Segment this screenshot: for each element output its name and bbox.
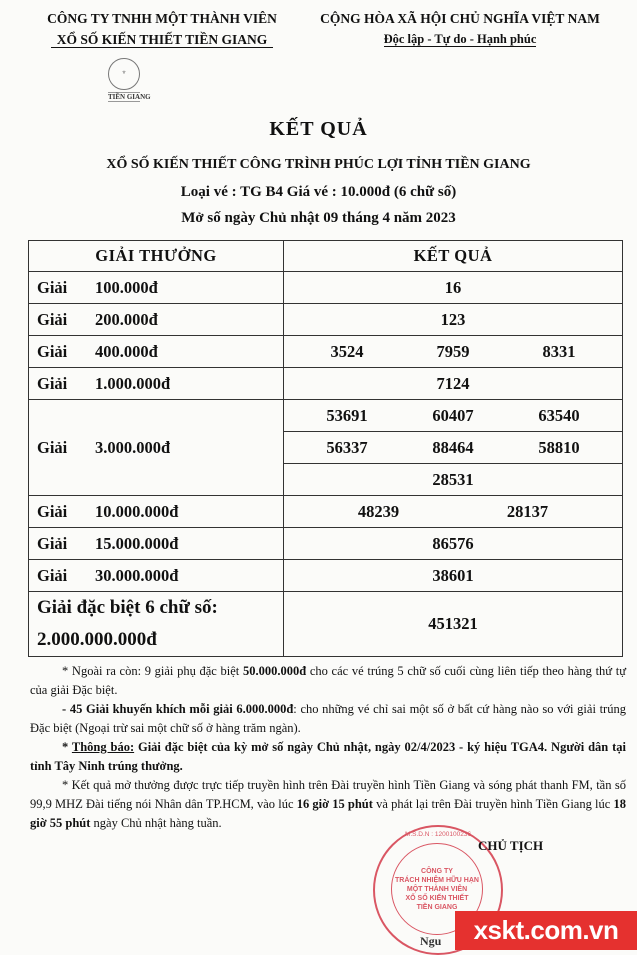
- result-number: 16: [444, 277, 462, 297]
- result-number: 86576: [432, 533, 474, 553]
- special-prize-amount: 2.000.000.000đ: [37, 629, 157, 650]
- prize-amount: 15.000.000đ: [95, 533, 179, 553]
- result-number: 28137: [506, 501, 549, 521]
- subtitle-date: Mở số ngày Chủ nhật 09 tháng 4 năm 2023: [181, 210, 456, 226]
- table-row: [29, 528, 623, 560]
- subtitle-ticket: Loại vé : TG B4 Giá vé : 10.000đ (6 chữ số): [180, 184, 457, 200]
- stamp-ms: M.S.D.N : 1200100236: [404, 831, 472, 838]
- table-row: [29, 560, 623, 592]
- prize-label: Giải: [37, 501, 68, 521]
- result-number: 7959: [436, 341, 470, 361]
- table-row: [29, 368, 623, 400]
- result-number: 7124: [436, 373, 470, 393]
- result-number: 28531: [432, 469, 474, 489]
- motto: Độc lập - Tự do - Hạnh phúc: [383, 32, 537, 46]
- result-number: 56337: [326, 437, 368, 457]
- chairman-title: CHỦ TỊCH: [478, 838, 544, 853]
- result-number: 53691: [326, 405, 368, 425]
- prize-label: Giải: [37, 565, 68, 585]
- prize-amount: 3.000.000đ: [95, 437, 171, 457]
- special-prize-label: Giải đặc biệt 6 chữ số:: [37, 597, 218, 618]
- prize-amount: 200.000đ: [95, 309, 158, 329]
- company-header: [12, 8, 312, 50]
- prize-amount: 400.000đ: [95, 341, 158, 361]
- prize-label: Giải: [37, 533, 68, 553]
- stamp-line2: TRÁCH NHIỆM HỮU HẠN: [395, 876, 479, 884]
- prize-amount: 1.000.000đ: [95, 373, 171, 393]
- company-logo: [108, 58, 151, 114]
- nation-header: [290, 8, 630, 50]
- note-bonus: * Ngoài ra còn: 9 giải phụ đặc biệt 50.000.000đ cho các vé trúng 5 chữ số cuối cùng liên tiếp theo hàng thứ tự của giải Đặc biệt.: [30, 664, 626, 697]
- table-header-row: [29, 241, 623, 272]
- prize-label: Giải: [37, 437, 68, 457]
- result-number: 63540: [538, 405, 580, 425]
- result-number: 60407: [432, 405, 474, 425]
- stamp-line1: CÔNG TY: [421, 867, 453, 875]
- prize-amount: 30.000.000đ: [95, 565, 179, 585]
- table-row: [29, 400, 623, 496]
- logo-name: TIỀN GIANG: [108, 93, 151, 101]
- note-announcement: * Thông báo: Giải đặc biệt của kỳ mở số ngày Chủ nhật, ngày 02/4/2023 - ký hiệu TGA4. Người dân tại tỉnh Tây Ninh trúng thưởng.: [30, 740, 626, 773]
- company-line2: XỔ SỐ KIẾN THIẾT TIỀN GIANG: [51, 32, 273, 48]
- prize-amount: 100.000đ: [95, 277, 158, 297]
- stamp-line5: TIỀN GIANG: [416, 903, 458, 911]
- result-number: 8331: [542, 341, 576, 361]
- special-number: 451321: [428, 614, 478, 633]
- logo-emblem-icon: ⚜: [108, 58, 140, 90]
- table-row: [29, 272, 623, 304]
- result-number: 123: [440, 309, 466, 329]
- stamp-line3: MỘT THÀNH VIÊN: [406, 885, 468, 893]
- note-broadcast: * Kết quả mở thưởng được trực tiếp truyền hình trên Đài truyền hình Tiền Giang và sóng phát thanh FM, tần số 99,9 MHZ Đài tiếng nói Nhân dân TP.HCM, vào lúc 16 giờ 15 phút và phát lại trên Đài truyền hình Tiền Giang lúc 18 giờ 55 phút ngày Chủ nhật hàng tuần.: [30, 778, 626, 830]
- nation-line1: CỘNG HÒA XÃ HỘI CHỦ NGHĨA VIỆT NAM: [320, 11, 600, 26]
- result-number: 58810: [538, 437, 580, 457]
- table-row: [29, 304, 623, 336]
- prize-label: Giải: [37, 309, 68, 329]
- special-prize-row: [29, 592, 623, 657]
- header-result: KẾT QUẢ: [284, 241, 623, 272]
- result-number: 48239: [357, 501, 400, 521]
- table-row: [29, 496, 623, 528]
- result-number: 88464: [432, 437, 474, 457]
- company-line1: CÔNG TY TNHH MỘT THÀNH VIÊN: [47, 11, 277, 26]
- prize-amount: 10.000.000đ: [95, 501, 179, 521]
- result-number: 38601: [432, 565, 474, 585]
- result-number: 3524: [330, 341, 364, 361]
- signer-name: Ngu: [420, 934, 442, 948]
- table-row: [29, 336, 623, 368]
- prize-label: Giải: [37, 341, 68, 361]
- results-table: [28, 240, 623, 657]
- stamp-line4: XỔ SỐ KIẾN THIẾT: [405, 894, 469, 902]
- subtitle-lottery: XỔ SỐ KIẾN THIẾT CÔNG TRÌNH PHÚC LỢI TỈNH TIỀN GIANG: [106, 157, 531, 172]
- note-consolation: - 45 Giải khuyến khích mỗi giải 6.000.000đ: cho những vé chỉ sai một số ở bất cứ hàng nào so với giải trúng Đặc biệt (Ngoại trừ sai một chữ số ở hàng trăm ngàn).: [30, 702, 626, 735]
- prize-label: Giải: [37, 373, 68, 393]
- prize-label: Giải: [37, 277, 68, 297]
- page-title: KẾT QUẢ: [269, 118, 368, 140]
- watermark: xskt.com.vn: [455, 911, 637, 950]
- notes-section: [30, 662, 626, 833]
- header-prize: GIẢI THƯỞNG: [29, 241, 284, 272]
